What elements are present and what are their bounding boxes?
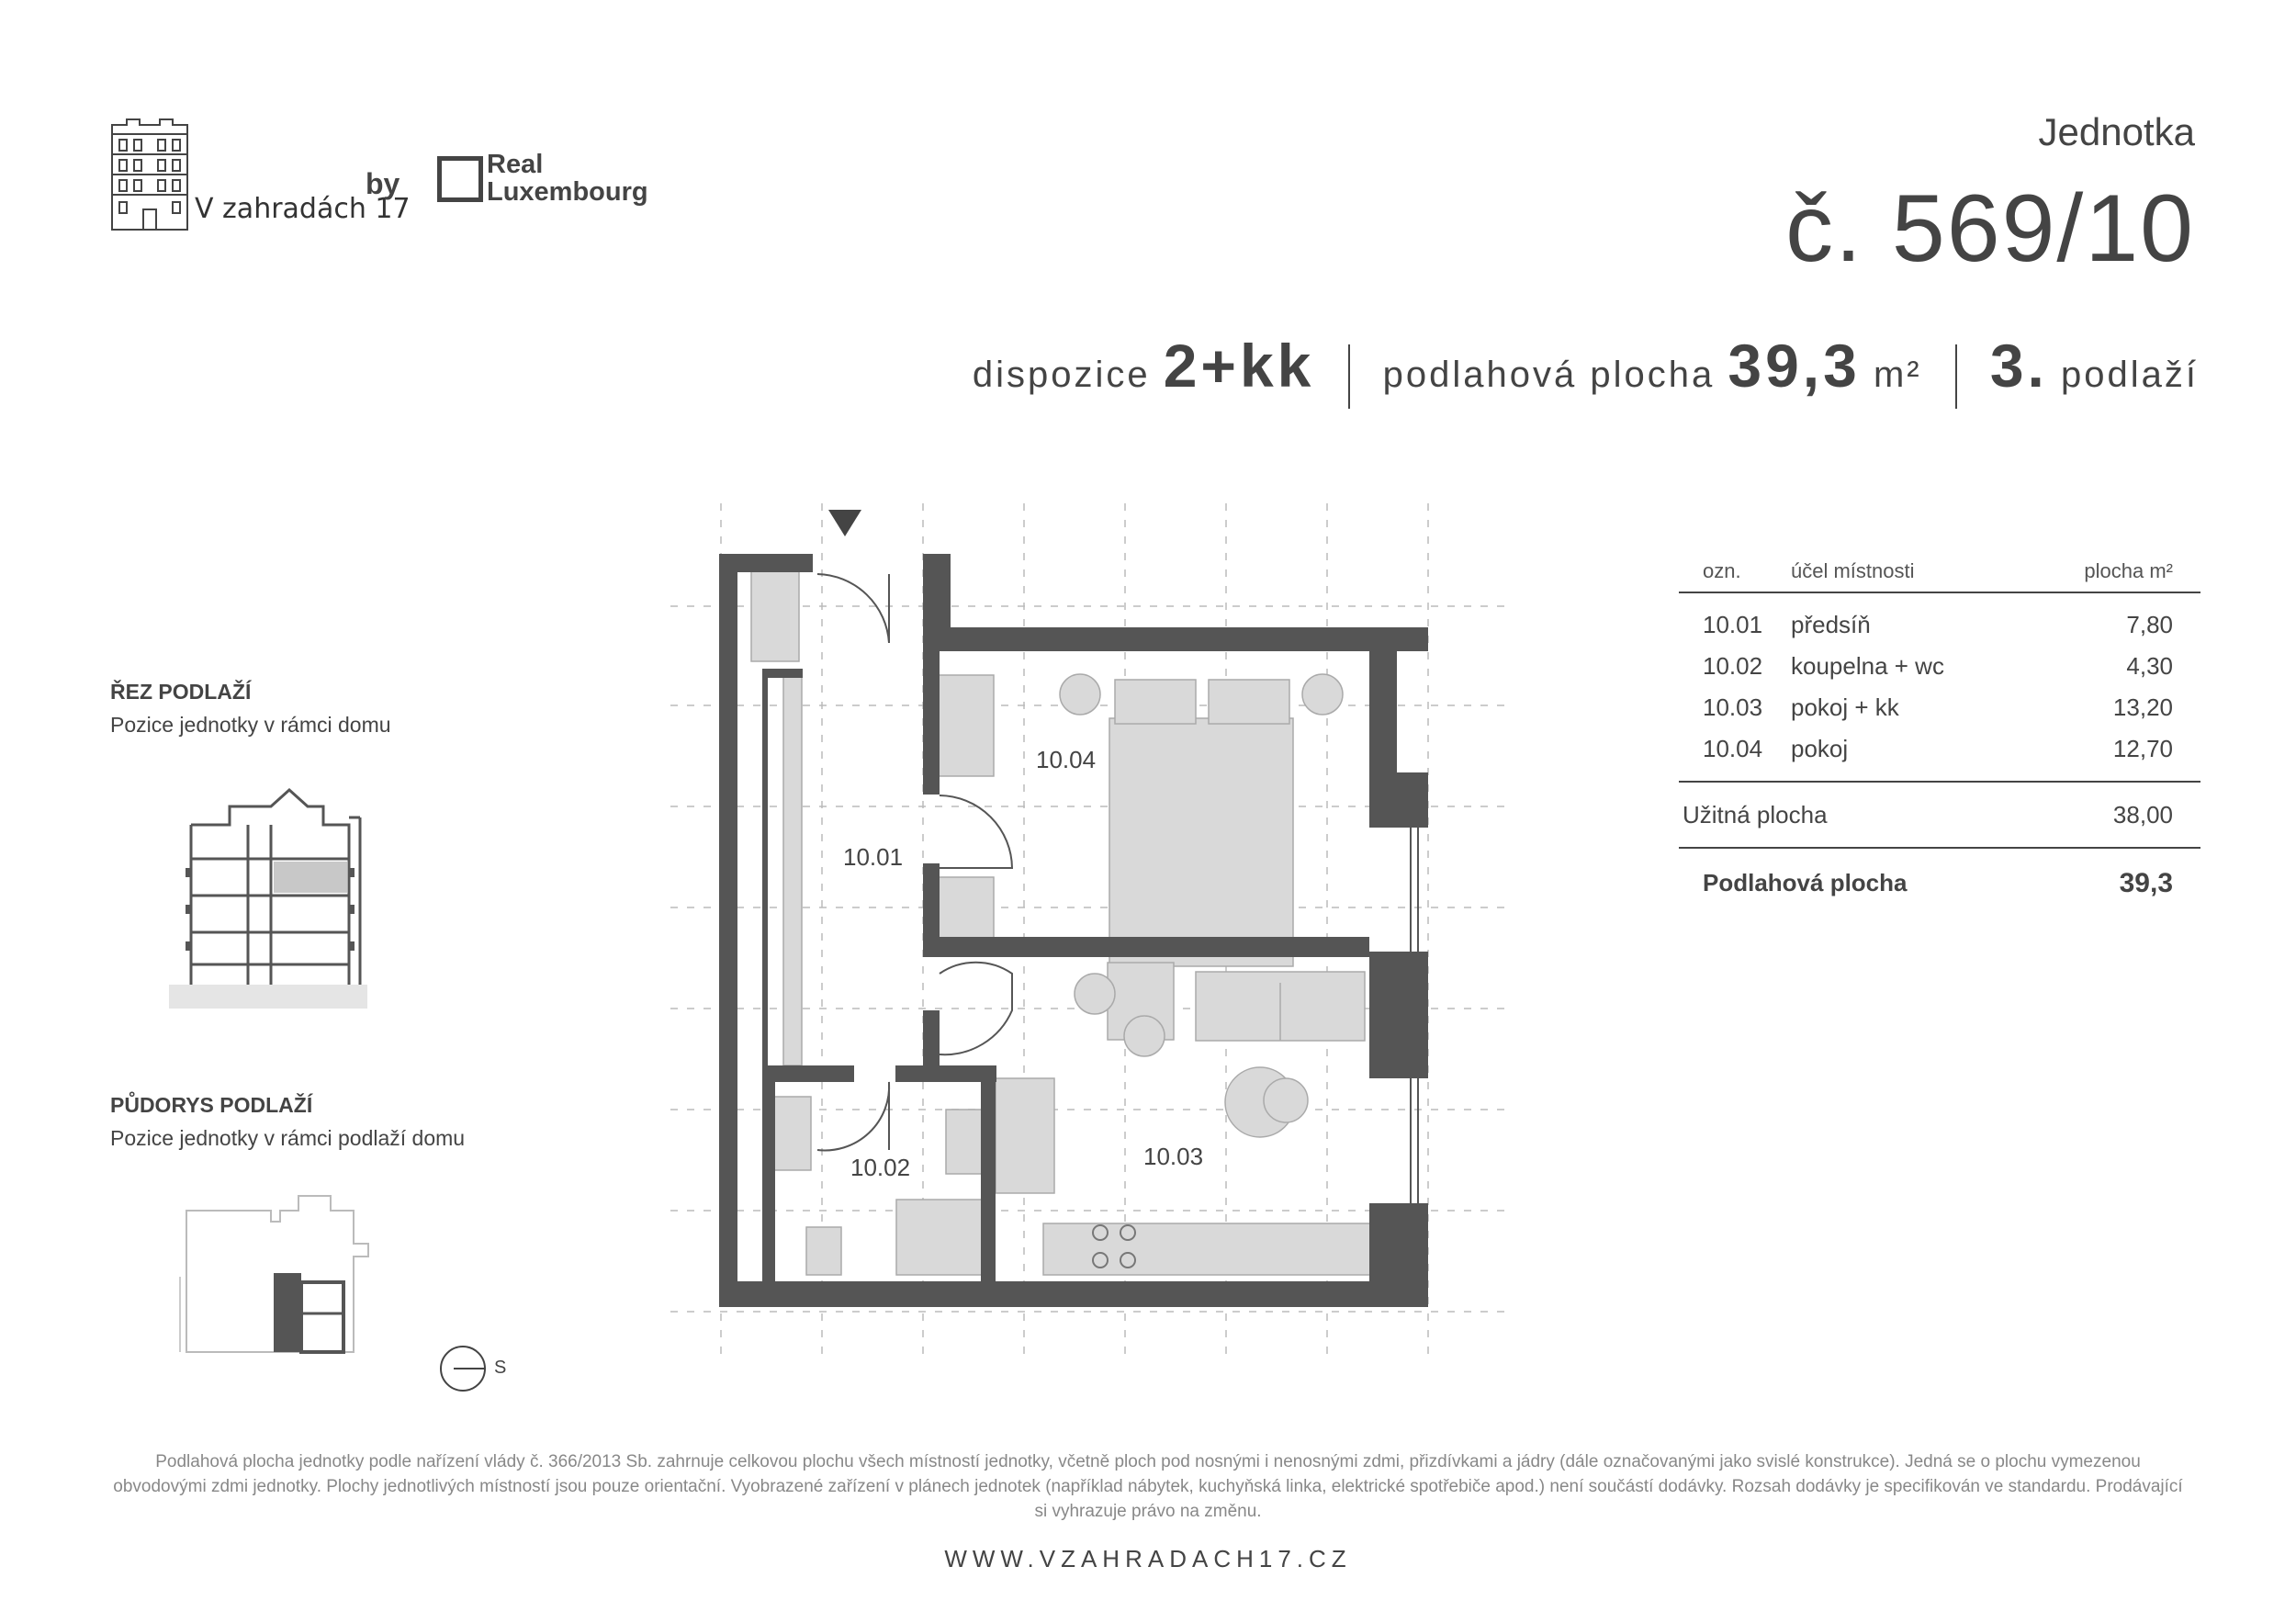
area-value: 39,3 xyxy=(1728,332,1861,400)
floor-value: 3. xyxy=(1989,332,2048,400)
divider xyxy=(1348,344,1350,409)
plan-subtitle: Pozice jednotky v rámci podlaží domu xyxy=(110,1126,466,1150)
table-row: 10.02 koupelna + wc 4,30 xyxy=(1703,652,2173,680)
website-link[interactable]: WWW.VZAHRADACH17.CZ xyxy=(944,1545,1352,1572)
table-row: 10.01 předsíň 7,80 xyxy=(1703,611,2173,638)
plan-title: PŮDORYS PODLAŽÍ xyxy=(110,1093,313,1117)
brand-by: by xyxy=(366,167,400,200)
walls xyxy=(719,554,1428,1307)
area-table xyxy=(1679,551,2200,918)
footnote: Podlahová plocha jednotky podle nařízení vlády č. 366/2013 Sb. zahrnuje celkovou plochu všech místností jednotky, včetně ploch pod nosnými i nenosnými zdmi, přizdívkami a jádry (dále označovanými jako svislé konstrukce). Jedná se o plochu vymezenou obvodovými zdmi jednotky. Plochy jednotlivých místností jsou pouze orientační. Vyobrazené zařízení v plánech jednotek (například nábytek, kuchyňská linka, elektrické spotřebiče apod.) není součástí dodávky. Rozsah dodávky je specifikován ve standardu. Prodávající si vyhrazuje právo na změnu. xyxy=(113,1452,2183,1521)
header-purpose: účel místnosti xyxy=(1791,559,1915,582)
usable-area-row xyxy=(1679,781,2200,849)
partner-logo-icon xyxy=(437,156,483,202)
floor-position-diagram xyxy=(179,1185,390,1359)
area-unit: m² xyxy=(1873,355,1922,395)
disposition-value: 2+kk xyxy=(1163,332,1315,400)
disposition-label: dispozice xyxy=(972,355,1151,395)
room-label-10-02: 10.02 xyxy=(850,1154,911,1181)
total-area-value: 39,3 xyxy=(2119,867,2173,898)
total-area-label: Podlahová plocha xyxy=(1703,869,1908,896)
building-logo-icon xyxy=(108,118,191,232)
unit-label: Jednotka xyxy=(2038,110,2195,153)
building-section-diagram xyxy=(165,781,377,1010)
partner-name-line1: Real xyxy=(487,150,544,179)
unit-summary xyxy=(973,331,2199,409)
entrance-arrow-icon xyxy=(828,510,861,536)
furniture xyxy=(751,569,1374,1275)
partner-name-line2: Luxembourg xyxy=(487,177,648,207)
floor-plan xyxy=(661,496,1525,1378)
divider xyxy=(1955,344,1957,409)
unit-number: č. 569/10 xyxy=(1785,175,2195,282)
room-label-10-04: 10.04 xyxy=(1036,746,1097,773)
usable-area-label: Užitná plocha xyxy=(1683,800,1828,828)
total-area-row xyxy=(1679,849,2200,918)
table-row: 10.04 pokoj 12,70 xyxy=(1703,735,2173,762)
header-id: ozn. xyxy=(1703,559,1741,582)
header-area: plocha m² xyxy=(2084,559,2173,582)
section-subtitle: Pozice jednotky v rámci domu xyxy=(110,713,391,737)
usable-area-value: 38,00 xyxy=(2112,800,2173,828)
area-label: podlahová plocha xyxy=(1382,355,1716,395)
table-row: 10.03 pokoj + kk 13,20 xyxy=(1703,693,2173,721)
table-header xyxy=(1679,551,2200,593)
partner-name xyxy=(487,151,648,206)
room-label-10-03: 10.03 xyxy=(1143,1143,1204,1170)
room-label-10-01: 10.01 xyxy=(843,843,904,871)
brand-name: V zahradách 17 xyxy=(195,193,411,225)
compass-label: S xyxy=(494,1358,507,1378)
floor-label: podlaží xyxy=(2061,355,2199,395)
compass-icon xyxy=(439,1345,494,1400)
section-title: ŘEZ PODLAŽÍ xyxy=(110,680,252,704)
